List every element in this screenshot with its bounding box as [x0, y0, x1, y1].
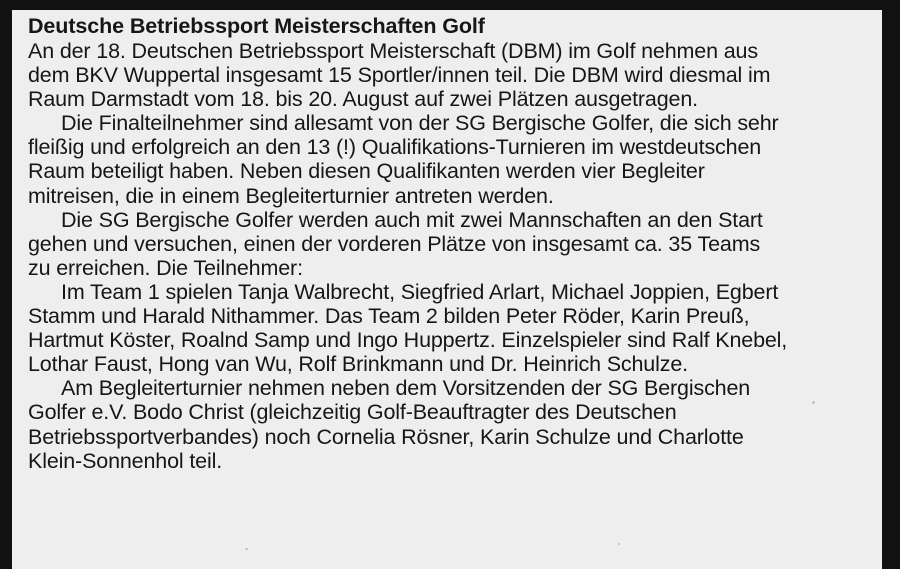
- article: [28, 14, 878, 473]
- article-line: Golfer e.V. Bodo Christ (gleichzeitig Golf-Beauftragter des Deutschen: [28, 400, 677, 425]
- article-line: Hartmut Köster, Roalnd Samp und Ingo Huppertz. Einzelspieler sind Ralf Knebel,: [28, 328, 788, 353]
- article-headline: Deutsche Betriebssport Meisterschaften Golf: [28, 14, 485, 38]
- article-line: gehen und versuchen, einen der vorderen Plätze von insgesamt ca. 35 Teams: [28, 231, 761, 256]
- scan-noise: [618, 543, 620, 545]
- article-line: Am Begleiterturnier nehmen neben dem Vorsitzenden der SG Bergischen: [61, 376, 751, 401]
- article-line: fleißig und erfolgreich an den 13 (!) Qualifikations-Turnieren im westdeutschen: [28, 135, 762, 160]
- scan-border-right: [882, 0, 900, 569]
- article-line: Raum beteiligt haben. Neben diesen Qualifikanten werden vier Begleiter: [28, 159, 705, 184]
- article-line: Betriebssportverbandes) noch Cornelia Rösner, Karin Schulze und Charlotte: [28, 424, 744, 449]
- article-line: Stamm und Harald Nithammer. Das Team 2 bilden Peter Röder, Karin Preuß,: [28, 304, 750, 329]
- article-line: Lothar Faust, Hong van Wu, Rolf Brinkmann und Dr. Heinrich Schulze.: [28, 352, 688, 377]
- article-line: Die Finalteilnehmer sind allesamt von der SG Bergische Golfer, die sich sehr: [61, 111, 779, 136]
- scan-border-top: [0, 0, 900, 10]
- article-line: An der 18. Deutschen Betriebssport Meisterschaft (DBM) im Golf nehmen aus: [28, 39, 758, 63]
- article-line: Raum Darmstadt vom 18. bis 20. August auf zwei Plätzen ausgetragen.: [28, 87, 698, 112]
- scan-noise: [245, 548, 248, 550]
- article-line: Im Team 1 spielen Tanja Walbrecht, Siegfried Arlart, Michael Joppien, Egbert: [61, 279, 779, 304]
- scan-border-left: [0, 0, 12, 569]
- article-line: dem BKV Wuppertal insgesamt 15 Sportler/innen teil. Die DBM wird diesmal im: [28, 63, 771, 88]
- article-line: Die SG Bergische Golfer werden auch mit zwei Mannschaften an den Start: [61, 207, 763, 232]
- article-line: zu erreichen. Die Teilnehmer:: [28, 255, 303, 280]
- article-line: mitreisen, die in einem Begleiterturnier antreten werden.: [28, 183, 554, 208]
- scan-noise: [812, 401, 815, 404]
- article-line: Klein-Sonnenhol teil.: [28, 448, 223, 473]
